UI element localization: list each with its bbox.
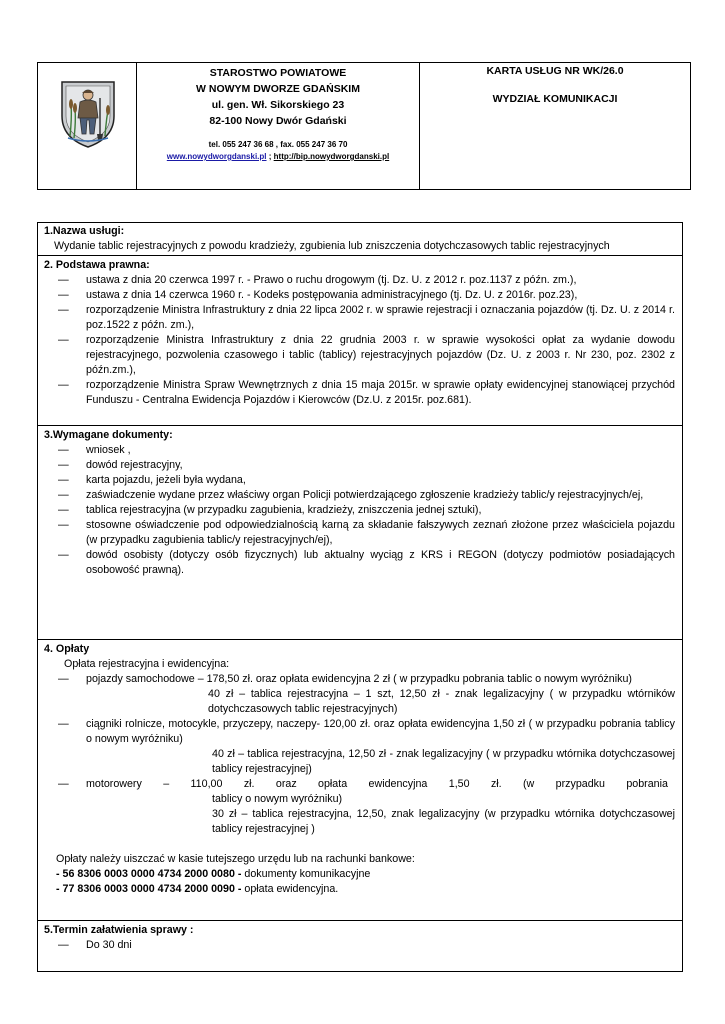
list-item: — karta pojazdu, jeżeli była wydana, [38, 473, 682, 488]
section-title: 5.Termin załatwienia sprawy : [44, 924, 194, 936]
account-purpose: dokumenty komunikacyjne [241, 868, 371, 880]
payment-intro: Opłaty należy uiszczać w kasie tutejszego urzędu lub na rachunki bankowe: [56, 853, 415, 865]
office-name-line: STAROSTWO POWIATOWE [209, 67, 347, 79]
office-phone-fax: tel. 055 247 36 68 , fax. 055 247 36 70 [208, 140, 348, 149]
fee-mopeds-duplicate: 30 zł – tablica rejestracyjna, 12,50, znak legalizacyjny (w przypadku wtórnika dotychczasowej tablicy rejestracyjnej ) [212, 808, 675, 835]
office-postal: 82-100 Nowy Dwór Gdański [209, 115, 347, 127]
moped-word: opłata [318, 778, 348, 790]
moped-word: — motorowery [86, 778, 142, 790]
moped-word: pobrania [626, 778, 668, 790]
moped-word: zł. [243, 778, 255, 790]
office-location-line: W NOWYM DWORZE GDAŃSKIM [196, 83, 360, 95]
bip-link[interactable]: http://bip.nowydworgdanski.pl [273, 152, 390, 161]
moped-word: przypadku [555, 778, 605, 790]
list-item: — stosowne oświadczenie pod odpowiedzialnością karną za składanie fałszywych zeznań złożone przez właściciela pojazdu (w przypadku zagubienia tablic/y rejestracyjnych/ej), [38, 518, 682, 548]
account-number: - 56 8306 0003 0000 4734 2000 0080 - [56, 868, 242, 880]
section-title: 1.Nazwa usługi: [44, 225, 125, 237]
section-fees [38, 640, 682, 921]
deadline-list [38, 938, 682, 953]
list-item: — rozporządzenie Ministra Infrastruktury z dnia 22 grudnia 2003 r. w sprawie wysokości opłat za wydanie dowodu rejestracyjnego, pozwolenia czasowego i tablic (tablicy) rejestracyjnych pojazdów (Dz. U. z 2003 r. Nr 230, poz. 2302 z późn.zm.), [38, 333, 682, 378]
card-title: KARTA USŁUG NR WK/26.0 [486, 65, 624, 77]
list-item: — rozporządzenie Ministra Infrastruktury z dnia 22 lipca 2002 r. w sprawie rejestracji i oznaczania pojazdów (tj. Dz. U. z 2014 r. poz.1522 z późn. zm.), [38, 303, 682, 333]
bank-account-2 [38, 882, 682, 897]
website-link[interactable]: www.nowydworgdanski.pl [166, 152, 267, 161]
office-links [137, 151, 419, 163]
section-title: 3.Wymagane dokumenty: [44, 429, 173, 441]
header-table [37, 62, 691, 190]
moped-word: (w [523, 778, 535, 790]
moped-word: 1,50 [448, 778, 470, 790]
fee-tractors: — ciągniki rolnicze, motocykle, przyczepy, naczepy- 120,00 zł. oraz opłata ewidencyjna 1,50 zł ( w przypadku pobrania tablicy o nowym wyróżniku) [38, 717, 682, 747]
moped-word: zł. [490, 778, 502, 790]
office-cell [137, 63, 420, 189]
documents-list [38, 443, 682, 578]
bank-account-1 [38, 867, 682, 882]
legal-basis-list [38, 273, 682, 408]
fee-mopeds-cont: tablicy o nowym wyróżniku) [212, 793, 343, 805]
list-item: — dowód rejestracyjny, [38, 458, 682, 473]
link-separator: ; [268, 152, 272, 161]
fee-tractors-duplicate: 40 zł – tablica rejestracyjna, 12,50 zł - znak legalizacyjny ( w przypadku wtórnika dotychczasowej tablicy rejestracyjnej) [212, 748, 675, 775]
moped-word: – [163, 778, 170, 790]
section-legal-basis [38, 256, 682, 426]
account-purpose: opłata ewidencyjna. [241, 883, 339, 895]
list-item: — rozporządzenie Ministra Spraw Wewnętrznych z dnia 15 maja 2015r. w sprawie opłaty ewidencyjnej stanowiącej przychód Funduszu - Centralna Ewidencja Pojazdów i Kierowców (Dz.U. z 2015r. poz.681). [38, 378, 682, 408]
section-title: 4. Opłaty [44, 643, 90, 655]
coat-of-arms-icon [58, 78, 118, 150]
list-item: — zaświadczenie wydane przez właściwy organ Policji potwierdzającego zgłoszenie kradzieży tablic/y rejestracyjnych/ej, [38, 488, 682, 503]
moped-word: ewidencyjna [368, 778, 428, 790]
list-item: — wniosek , [38, 443, 682, 458]
department-name: WYDZIAŁ KOMUNIKACJI [492, 93, 618, 105]
service-card-table [37, 222, 683, 972]
fee-cars: — pojazdy samochodowe – 178,50 zł. oraz opłata ewidencyjna 2 zł ( w przypadku pobrania tablic o nowym wyróżniku) [38, 672, 682, 687]
fee-cars-duplicate: 40 zł – tablica rejestracyjna – 1 szt, 12,50 zł - znak legalizacyjny ( w przypadku wtórników dotychczasowych tablic rejestracyjnych) [208, 688, 675, 715]
office-street: ul. gen. Wł. Sikorskiego 23 [211, 99, 345, 111]
list-item: — dowód osobisty (dotyczy osób fizycznych) lub aktualny wyciąg z KRS i REGON (dotyczy podmiotów posiadających osobowość prawną). [38, 548, 682, 578]
list-item: — tablica rejestracyjna (w przypadku zagubienia, kradzieży, zniszczenia jednej sztuki), [38, 503, 682, 518]
account-number: - 77 8306 0003 0000 4734 2000 0090 - [56, 883, 242, 895]
fee-mopeds [38, 777, 682, 792]
list-item: — Do 30 dni [38, 938, 682, 953]
fees-intro: Opłata rejestracyjna i ewidencyjna: [64, 658, 230, 670]
card-cell [420, 63, 690, 189]
section-deadline [38, 921, 682, 972]
section-title: 2. Podstawa prawna: [44, 259, 150, 271]
list-item: — ustawa z dnia 20 czerwca 1997 r. - Prawo o ruchu drogowym (tj. Dz. U. z 2012 r. poz.1137 z późn. zm.), [38, 273, 682, 288]
moped-word: 110,00 [190, 778, 223, 790]
list-item: — ustawa z dnia 14 czerwca 1960 r. - Kodeks postępowania administracyjnego (tj. Dz. U. z 2016r. poz.23), [38, 288, 682, 303]
fee-mopeds-row [86, 777, 675, 792]
moped-word: oraz [275, 778, 297, 790]
section-required-documents [38, 426, 682, 640]
section-service-name [38, 223, 682, 256]
service-name-text: Wydanie tablic rejestracyjnych z powodu kradzieży, zgubienia lub zniszczenia dotychczasowych tablic rejestracyjnych [54, 240, 610, 252]
logo-cell [38, 63, 137, 189]
